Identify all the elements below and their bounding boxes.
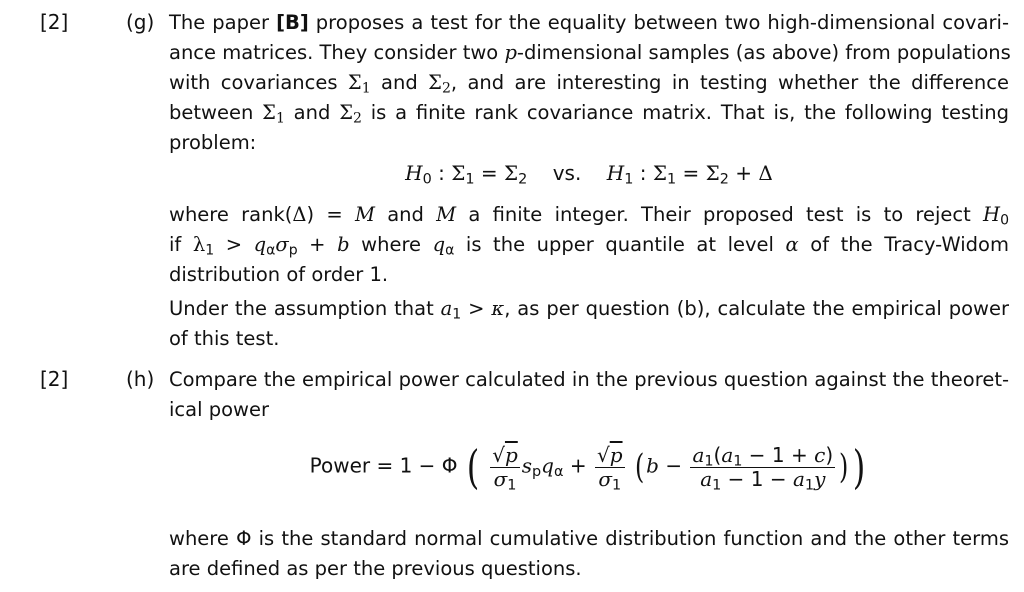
question-g-line-1: The paper [B] proposes a test for the equality between two high-dimensional covari-	[169, 11, 1010, 34]
power-formula: Power = 1 − Φ ( $\frac{√p}{\sigma_1}$ $s_pq_\alpha$ + $\frac{√p}{\sigma_1}$ (b − $\frac{a_1(a_1 - 1 + c)}{a_1 - 1 - a_1y}$ ) )	[309, 440, 866, 494]
question-g-label: (g)	[126, 10, 155, 34]
question-g-line-2: ance matrices. They consider two p-dimensional samples (as above) from populations	[169, 41, 1011, 64]
question-g-line-4: between $\Sigma_1$ and $\Sigma_2$ is a finite rank covariance matrix. That is, the following testing	[169, 101, 1009, 127]
question-h-line-1: Compare the empirical power calculated in the previous question against the theoret-	[169, 368, 1009, 391]
hypothesis-equation: $H_0$ : $\Sigma_1 = \Sigma_2$ vs. $H_1$ : $\Sigma_1 = \Sigma_2 + \Delta$	[405, 161, 773, 188]
question-h-marks: [2]	[40, 367, 69, 391]
question-g-after-3: distribution of order 1.	[169, 263, 389, 286]
question-g-line-5: problem:	[169, 131, 257, 154]
question-g-line-3: with covariances $\Sigma_1$ and $\Sigma_2$, and are interesting in testing whether the difference	[169, 71, 1009, 97]
question-g-question-1: Under the assumption that $a_1 > \kappa$, as per question (b), calculate the empirical power	[169, 297, 1009, 323]
question-h-after-2: are defined as per the previous questions.	[169, 557, 582, 580]
question-h-line-2: ical power	[169, 398, 269, 421]
question-g-marks: [2]	[40, 10, 69, 34]
question-h-label: (h)	[126, 367, 155, 391]
question-g-question-2: of this test.	[169, 327, 280, 350]
question-g-after-1: where rank(Δ) = M and M a finite integer. Their proposed test is to reject $H_0$	[169, 203, 1009, 229]
question-g-after-2: if $\lambda_1 > q_\alpha\sigma_p + b$ where $q_\alpha$ is the upper quantile at level α of the Tracy-Widom	[169, 233, 1009, 259]
question-h-after-1: where Φ is the standard normal cumulative distribution function and the other terms	[169, 527, 1009, 550]
